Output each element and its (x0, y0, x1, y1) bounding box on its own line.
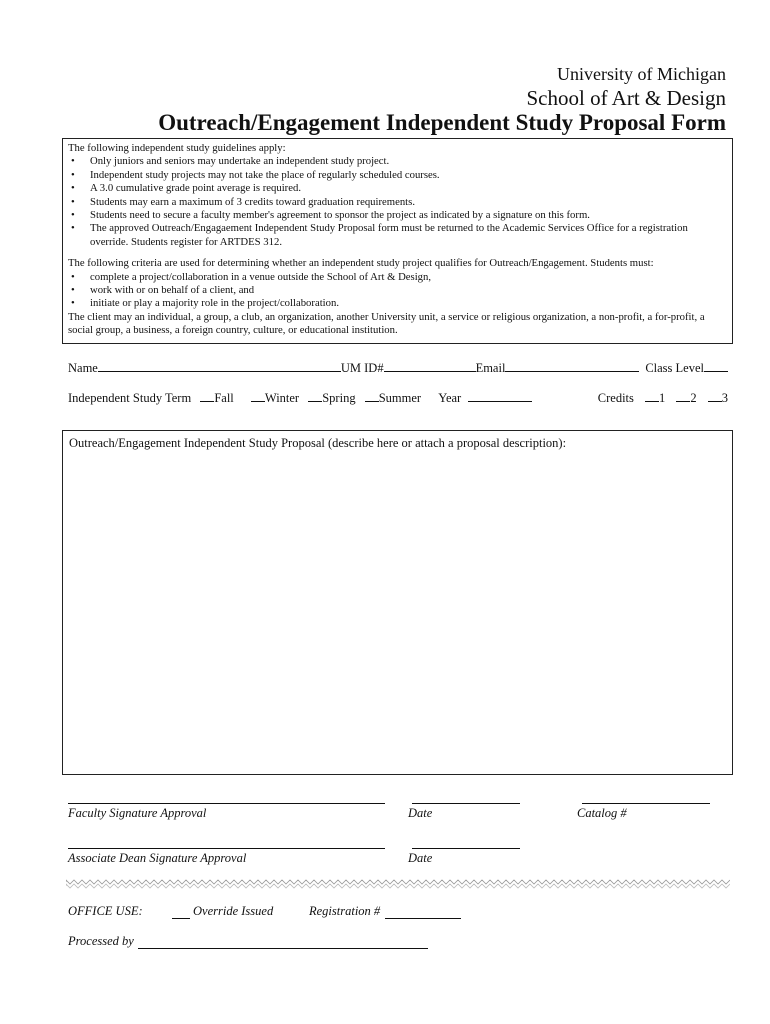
catalog-caption: Catalog # (577, 806, 627, 820)
credits-label: Credits (597, 391, 634, 405)
credit-3-checkbox[interactable] (708, 390, 722, 402)
spring-checkbox[interactable] (308, 390, 322, 402)
override-issued-label: Override Issued (193, 904, 274, 918)
criteria-item: • work with or on behalf of a client, and (68, 284, 726, 297)
summer-checkbox[interactable] (365, 390, 379, 402)
name-label: Name (68, 361, 98, 375)
guideline-item: • Students need to secure a faculty member's agreement to sponsor the project as indicated by a signature on this form. (68, 209, 726, 222)
winter-label: Winter (264, 391, 300, 405)
guideline-item: • A 3.0 cumulative grade point average is required. (68, 182, 726, 195)
email-label: Email (475, 361, 506, 375)
year-label: Year (438, 391, 462, 405)
guidelines-box (62, 138, 733, 344)
school-name: School of Art & Design (526, 86, 726, 110)
fall-label: Fall (214, 391, 234, 405)
processed-by-label: Processed by (68, 934, 134, 948)
proposal-label: Outreach/Engagement Independent Study Proposal (describe here or attach a proposal description): (69, 436, 567, 450)
faculty-signature-line[interactable] (68, 803, 385, 804)
override-checkbox[interactable] (172, 907, 190, 919)
guidelines-intro: The following independent study guidelines apply: (68, 142, 286, 154)
email-field[interactable] (505, 360, 639, 372)
term-row (68, 390, 728, 406)
assoc-dean-signature-caption: Associate Dean Signature Approval (68, 851, 247, 865)
umid-field[interactable] (384, 360, 476, 372)
client-note: The client may an individual, a group, a club, an organization, another University unit, a service or religious organization, a non-profit, a for-profit, a social group, a business, a foreign country, culture, or educational institution. (68, 310, 705, 337)
criteria-intro: The following criteria are used for determining whether an independent study project qualifies for Outreach/Engagement. Students must: (68, 257, 654, 270)
guideline-item: • The approved Outreach/Engagaement Independent Study Proposal form must be returned to the Academic Services Office for a registration override. Students register for ARTDES 312. (68, 222, 726, 249)
faculty-date-caption: Date (408, 806, 433, 820)
faculty-date-line[interactable] (412, 803, 520, 804)
registration-label: Registration # (309, 904, 381, 918)
guideline-item: • Students may earn a maximum of 3 credits toward graduation requirements. (68, 196, 726, 209)
faculty-signature-caption: Faculty Signature Approval (68, 806, 207, 820)
university-name: University of Michigan (557, 64, 726, 84)
fall-checkbox[interactable] (200, 390, 214, 402)
student-info-row (68, 360, 728, 376)
assoc-dean-signature-line[interactable] (68, 848, 385, 849)
registration-field[interactable] (385, 907, 461, 919)
credit-1-label: 1 (659, 391, 666, 405)
credit-2-checkbox[interactable] (676, 390, 690, 402)
proposal-box[interactable] (62, 430, 733, 775)
guideline-item: • Only juniors and seniors may undertake an independent study project. (68, 155, 726, 168)
catalog-line[interactable] (582, 803, 710, 804)
assoc-dean-date-caption: Date (408, 851, 433, 865)
guideline-item: • Independent study projects may not take the place of regularly scheduled courses. (68, 169, 726, 182)
class-level-field[interactable] (704, 360, 728, 372)
year-field[interactable] (468, 390, 532, 402)
assoc-dean-date-line[interactable] (412, 848, 520, 849)
criteria-item: • initiate or play a majority role in the project/collaboration. (68, 297, 726, 310)
name-field[interactable] (98, 360, 341, 372)
criteria-item: • complete a project/collaboration in a venue outside the School of Art & Design, (68, 271, 726, 284)
spring-label: Spring (322, 391, 356, 405)
credit-3-label: 3 (721, 391, 728, 405)
class-level-label: Class Level (645, 361, 704, 375)
winter-checkbox[interactable] (251, 390, 265, 402)
credit-1-checkbox[interactable] (645, 390, 659, 402)
wavy-divider (66, 878, 730, 890)
office-use-label: OFFICE USE: (68, 904, 143, 918)
form-title: Outreach/Engagement Independent Study Proposal Form (158, 110, 726, 135)
processed-by-field[interactable] (138, 937, 428, 949)
term-label: Independent Study Term (68, 391, 192, 405)
credit-2-label: 2 (690, 391, 697, 405)
summer-label: Summer (378, 391, 422, 405)
umid-label: UM ID# (340, 361, 384, 375)
